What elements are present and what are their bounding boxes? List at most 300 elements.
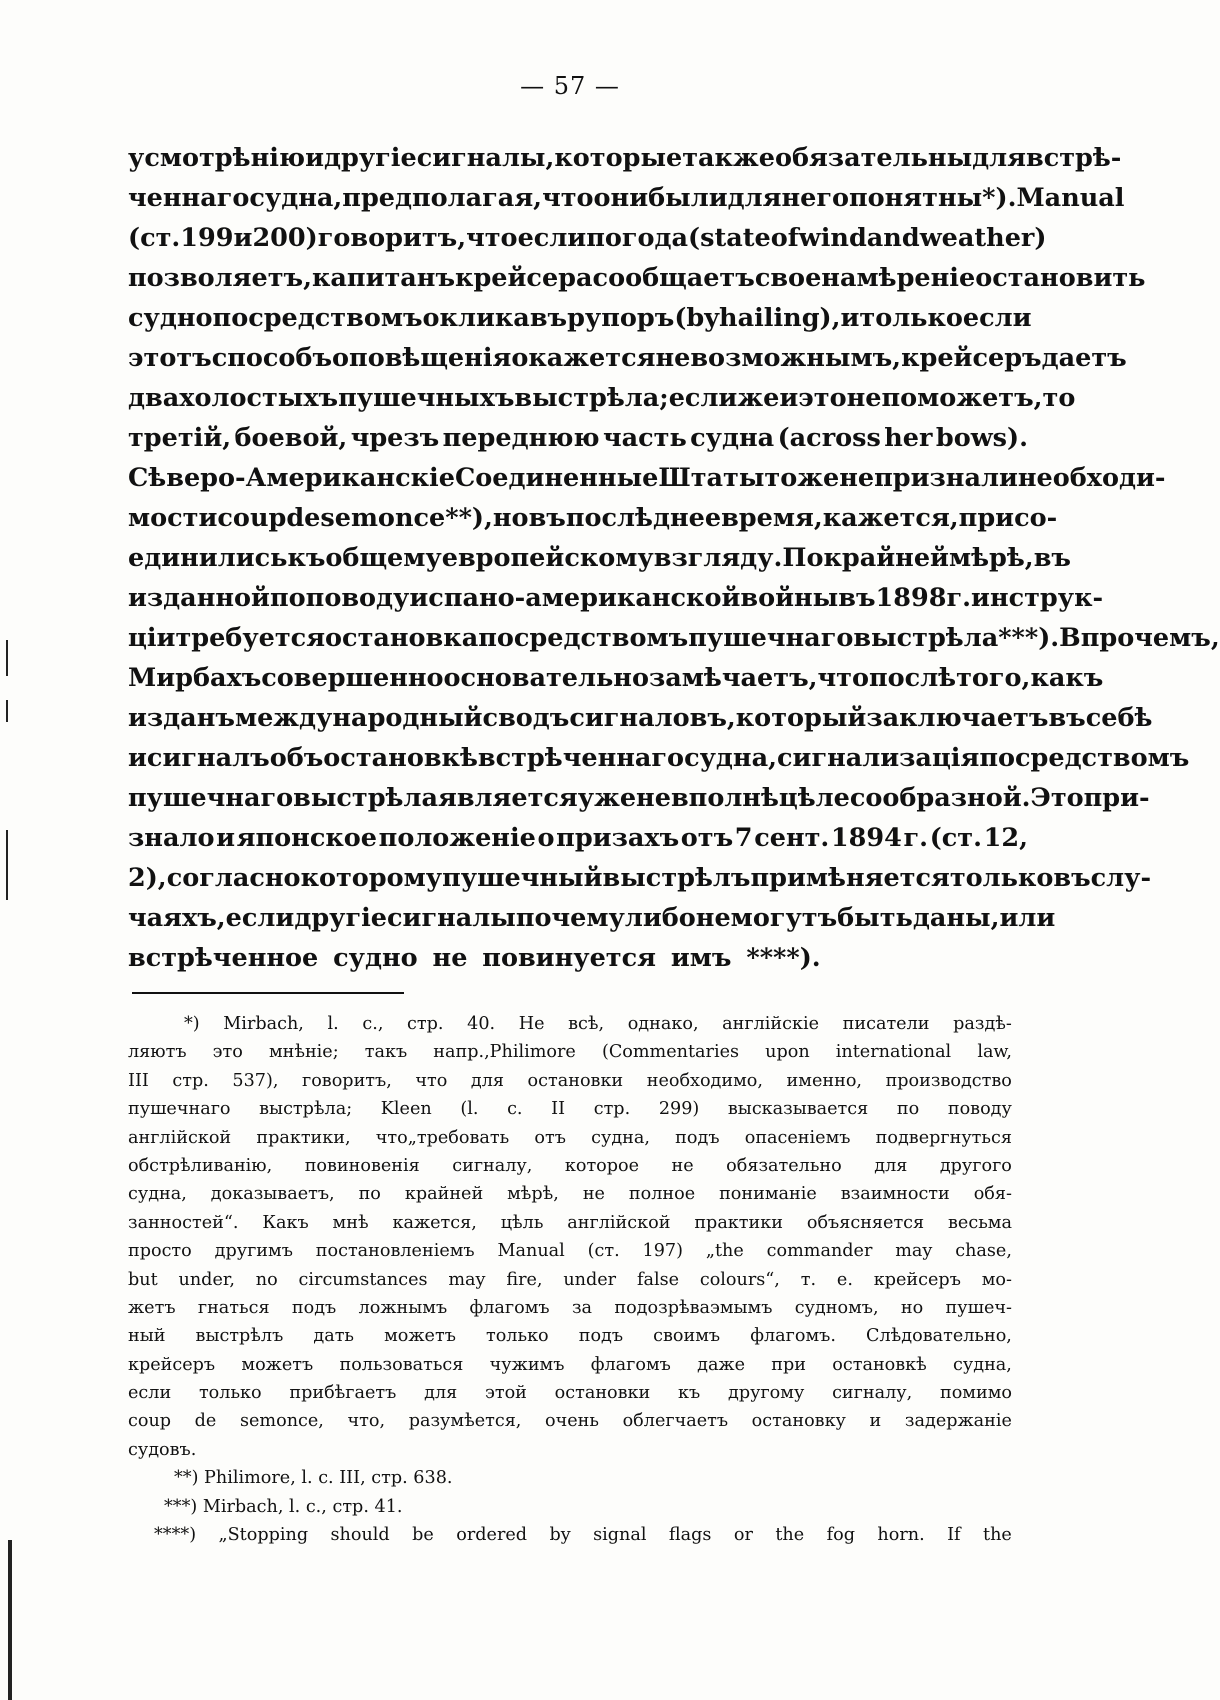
- word: знало: [128, 823, 215, 853]
- word: своимъ: [653, 1326, 721, 1347]
- word: wind: [798, 223, 867, 253]
- word: какъ: [1030, 663, 1104, 693]
- word: замѣчаетъ,: [648, 663, 818, 693]
- word: Сѣверо-Американскіе: [128, 463, 455, 493]
- word: если: [128, 1383, 172, 1404]
- word: объ: [269, 743, 324, 773]
- word: ный: [128, 1326, 166, 1347]
- word: требуется: [175, 623, 326, 653]
- word: horn.: [877, 1525, 925, 1546]
- word: по: [896, 1099, 920, 1120]
- word: изданъ: [128, 703, 235, 733]
- text-line: [128, 498, 1058, 538]
- word: присо-: [958, 503, 1058, 533]
- footnote-line: [128, 1294, 1012, 1322]
- word: выстрѣла;: [514, 383, 669, 413]
- word: рупоръ: [567, 303, 675, 333]
- word: т.: [800, 1269, 817, 1290]
- text-line: [128, 858, 1152, 898]
- word: даны,: [912, 903, 1000, 933]
- footnote-line: [128, 1124, 1012, 1152]
- word: (ст.: [929, 823, 982, 853]
- word: de: [286, 503, 321, 533]
- word: позволяетъ,: [128, 263, 312, 293]
- word: and: [866, 223, 920, 253]
- word: но: [492, 503, 529, 533]
- word: необходи-: [1017, 463, 1166, 493]
- word: по: [358, 1184, 381, 1205]
- word: should: [330, 1525, 390, 1546]
- word: что: [466, 223, 518, 253]
- word: крейсера: [455, 263, 593, 293]
- word: her: [884, 423, 933, 453]
- text-line: [128, 258, 1146, 298]
- word: По: [782, 543, 824, 573]
- word: является: [437, 783, 578, 813]
- word: обязательно: [726, 1155, 842, 1176]
- word: мнѣ: [332, 1212, 369, 1233]
- word: „the: [705, 1241, 744, 1262]
- word: сигналы: [387, 903, 516, 933]
- word: гнаться: [197, 1297, 270, 1318]
- word: которое: [564, 1155, 640, 1176]
- word: hailing),: [719, 303, 841, 333]
- word: жетъ: [128, 1297, 176, 1318]
- word: ложнымъ: [358, 1297, 448, 1318]
- word: Kleen: [380, 1099, 432, 1120]
- word: оклика: [422, 303, 530, 333]
- word: стр.: [407, 1014, 444, 1034]
- word: переднюю: [442, 423, 600, 453]
- word: coup: [217, 503, 287, 533]
- word: Это: [1030, 783, 1084, 813]
- word: почему: [515, 903, 625, 933]
- word: may: [895, 1241, 933, 1262]
- word: задержаніе: [904, 1411, 1012, 1432]
- word: or: [733, 1525, 753, 1546]
- word: если: [225, 903, 295, 933]
- word: выстрѣла;: [259, 1099, 353, 1120]
- word: остановка: [325, 623, 479, 653]
- word: flags: [668, 1525, 712, 1546]
- word: судна,: [953, 1354, 1012, 1375]
- word: судна,: [684, 743, 777, 773]
- word: кажется,: [822, 503, 959, 533]
- word: поводу: [305, 583, 410, 613]
- word: именно,: [786, 1070, 863, 1091]
- word: единились: [128, 543, 288, 573]
- word: взаимности: [840, 1184, 950, 1205]
- word: подъ: [675, 1127, 720, 1148]
- page-number: — 57 —: [520, 72, 620, 100]
- word: однако,: [627, 1014, 699, 1034]
- word: только: [198, 1383, 262, 1404]
- word: напр.,Philimore: [433, 1042, 576, 1063]
- word: писатели: [842, 1014, 930, 1034]
- word: 537),: [232, 1070, 279, 1091]
- word: подъ: [291, 1297, 337, 1318]
- word: fire,: [506, 1269, 543, 1290]
- word: the: [775, 1525, 805, 1546]
- word: англійской: [128, 1127, 232, 1148]
- scan-edge-mark: [6, 700, 8, 722]
- footnote-line: [128, 1237, 1012, 1265]
- word: что„требовать: [375, 1127, 510, 1148]
- word: Соединенные: [454, 463, 659, 493]
- word: c.,: [362, 1014, 384, 1034]
- word: chase,: [955, 1241, 1012, 1262]
- word: намѣреніе: [821, 263, 976, 293]
- word: слу-: [1090, 863, 1152, 893]
- word: поводу: [947, 1099, 1012, 1120]
- word: остановки: [554, 1383, 651, 1404]
- footnotes: [128, 1010, 1012, 1549]
- word: невозможнымъ,: [655, 343, 902, 373]
- word: практики: [694, 1212, 783, 1233]
- word: это: [798, 383, 847, 413]
- word: въ: [1033, 543, 1071, 573]
- word: доказываетъ,: [210, 1184, 335, 1205]
- word: by: [549, 1525, 571, 1546]
- word: предполагая,: [342, 183, 543, 213]
- word: не: [846, 383, 882, 413]
- text-line: [128, 578, 1104, 618]
- word: c.: [507, 1099, 523, 1120]
- word: г.: [946, 583, 972, 613]
- word: upon: [765, 1042, 810, 1063]
- word: отъ: [534, 1127, 566, 1148]
- word: испано-американской: [409, 583, 741, 613]
- word: чрезъ: [350, 423, 440, 453]
- word: къ: [287, 543, 326, 573]
- footnote-line: [128, 1322, 1012, 1350]
- word: для: [874, 1155, 908, 1176]
- word: просто: [128, 1241, 192, 1262]
- word: который: [735, 703, 867, 733]
- word: ляютъ: [128, 1042, 187, 1063]
- word: сигналъ: [146, 743, 270, 773]
- footnote-line: [128, 1379, 1012, 1407]
- word: согласно: [166, 863, 301, 893]
- word: international: [835, 1042, 952, 1063]
- word: de: [194, 1411, 217, 1432]
- word: не: [695, 903, 731, 933]
- word: ****): [154, 1525, 197, 1546]
- word: крейсеръ: [901, 343, 1042, 373]
- word: можетъ: [384, 1326, 456, 1347]
- word: сигналу,: [832, 1383, 913, 1404]
- text-line: [128, 178, 1125, 218]
- text-line: [128, 618, 1220, 658]
- word: въ: [838, 583, 876, 613]
- word: третій,: [128, 423, 232, 453]
- word: чаяхъ,: [128, 903, 226, 933]
- word: 197): [642, 1241, 683, 1262]
- word: е.: [836, 1269, 853, 1290]
- text-line: [128, 418, 1028, 458]
- word: мости: [128, 503, 218, 533]
- word: весьма: [948, 1212, 1012, 1233]
- word: цѣлесообразной.: [778, 783, 1031, 813]
- scan-edge-mark: [6, 830, 8, 900]
- word: говоритъ,: [317, 223, 467, 253]
- word: сообщаетъ: [592, 263, 755, 293]
- word: при-: [1083, 783, 1150, 813]
- word: пушеч-: [945, 1297, 1012, 1318]
- word: того,: [956, 663, 1031, 693]
- word: ***).Впрочемъ,: [998, 623, 1220, 653]
- word: пушечный: [442, 863, 603, 893]
- word: разумѣется,: [408, 1411, 522, 1432]
- word: bows).: [935, 423, 1028, 453]
- word: 12,: [983, 823, 1028, 853]
- word: сводъ: [482, 703, 570, 733]
- word: отъ: [680, 823, 734, 853]
- footnote-line: ***) Mirbach, l. c., стр. 41.: [164, 1496, 403, 1517]
- word: сент.: [754, 823, 830, 853]
- word: совершенно: [261, 663, 444, 693]
- word: Мирбахъ: [128, 663, 262, 693]
- word: fog: [826, 1525, 855, 1546]
- text-line: [128, 898, 1056, 938]
- word: крейсеръ: [128, 1354, 216, 1375]
- word: флагомъ: [469, 1297, 550, 1318]
- word: „Stopping: [218, 1525, 309, 1546]
- word: цѣль: [500, 1212, 544, 1233]
- word: въ: [528, 503, 566, 533]
- word: другому: [728, 1383, 805, 1404]
- word: under: [563, 1269, 617, 1290]
- word: 199: [180, 223, 234, 253]
- word: послѣ: [869, 663, 957, 693]
- word: даже: [697, 1354, 746, 1375]
- word: 200): [252, 223, 318, 253]
- word: Mirbach,: [223, 1014, 304, 1034]
- scan-edge-mark: [6, 640, 8, 676]
- word: false: [636, 1269, 680, 1290]
- word: способъ: [211, 343, 333, 373]
- word: которому: [300, 863, 443, 893]
- word: говоритъ,: [302, 1070, 392, 1091]
- word: 1898: [875, 583, 947, 613]
- word: обстрѣливанію,: [128, 1155, 273, 1176]
- word: необходимо,: [646, 1070, 763, 1091]
- word: судна,: [249, 183, 343, 213]
- word: 299): [658, 1099, 700, 1120]
- word: для: [424, 1383, 458, 1404]
- footnote-line: [128, 1180, 1012, 1208]
- word: (by: [674, 303, 720, 333]
- word: капитанъ: [311, 263, 456, 293]
- word: no: [255, 1269, 278, 1290]
- word: только: [859, 303, 963, 333]
- word: остановкѣ: [323, 743, 478, 773]
- word: не: [636, 783, 671, 813]
- word: очень: [545, 1411, 599, 1432]
- word: облегчаетъ: [622, 1411, 729, 1432]
- word: пушечнаго: [128, 783, 294, 813]
- word: флагомъ: [590, 1354, 671, 1375]
- word: но: [900, 1297, 924, 1318]
- word: г.: [903, 823, 929, 853]
- text-line: [128, 538, 1071, 578]
- word: сигнализація: [777, 743, 980, 773]
- word: два: [128, 383, 180, 413]
- word: по: [269, 583, 306, 613]
- word: свое: [754, 263, 822, 293]
- word: law,: [977, 1042, 1012, 1063]
- word: раздѣ-: [953, 1014, 1012, 1034]
- word: были: [648, 183, 728, 213]
- word: за: [571, 1297, 593, 1318]
- word: оповѣщенія: [332, 343, 512, 373]
- word: стр.: [593, 1099, 631, 1120]
- text-line: [128, 138, 1122, 178]
- word: выстрѣла: [293, 783, 438, 813]
- word: мо-: [981, 1269, 1012, 1290]
- word: ченнаго: [128, 183, 250, 213]
- word: повиновенія: [304, 1155, 420, 1176]
- word: semonce: [320, 503, 446, 533]
- word: вполнѣ: [670, 783, 779, 813]
- word: холостыхъ: [179, 383, 339, 413]
- word: если: [962, 303, 1032, 333]
- word: то: [1042, 383, 1076, 413]
- footnote-divider: [132, 992, 404, 994]
- word: посредствомъ: [478, 623, 689, 653]
- word: заключаетъ: [866, 703, 1049, 733]
- word: сигналу,: [452, 1155, 533, 1176]
- word: окажется: [511, 343, 656, 373]
- text-line: [128, 218, 1047, 258]
- word: погода: [586, 223, 689, 253]
- word: что: [542, 183, 594, 213]
- word: только: [949, 863, 1054, 893]
- word: въ: [1053, 863, 1091, 893]
- word: мѣрѣ,: [948, 543, 1034, 573]
- word: остановкѣ: [832, 1354, 927, 1375]
- word: основательно: [443, 663, 649, 693]
- text-line: [128, 818, 1028, 858]
- word: прибѣгаетъ: [289, 1383, 397, 1404]
- word: и: [216, 823, 236, 853]
- word: для: [470, 1070, 504, 1091]
- word: не: [582, 1184, 605, 1205]
- word: войны: [740, 583, 839, 613]
- word: обя-: [973, 1184, 1012, 1205]
- word: взгляду.: [653, 543, 783, 573]
- word: подозрѣваэмымъ: [614, 1297, 773, 1318]
- text-line: [128, 738, 1190, 778]
- word: стр.: [172, 1070, 209, 1091]
- footnote-line: [128, 1521, 1012, 1549]
- word: занностей“.: [128, 1212, 239, 1233]
- word: другіе: [294, 903, 388, 933]
- footnote-line: [128, 1266, 1012, 1294]
- word: могутъ: [730, 903, 838, 933]
- word: мѣрѣ,: [507, 1184, 559, 1205]
- word: пушечныхъ: [338, 383, 515, 413]
- word: выстрѣла: [853, 623, 999, 653]
- word: полное: [628, 1184, 696, 1205]
- word: подвергнуться: [875, 1127, 1012, 1148]
- footnote-line: [128, 1152, 1012, 1180]
- word: часть: [602, 423, 687, 453]
- word: можетъ: [241, 1354, 314, 1375]
- word: остановить: [975, 263, 1146, 293]
- word: (Commentaries: [601, 1042, 740, 1063]
- word: при: [771, 1354, 807, 1375]
- word: Слѣдовательно,: [866, 1326, 1012, 1347]
- word: въ: [529, 303, 568, 333]
- word: судна,: [591, 1127, 650, 1148]
- word: пользоваться: [339, 1354, 464, 1375]
- word: если: [517, 223, 587, 253]
- word: опасеніемъ: [744, 1127, 851, 1148]
- word: but: [128, 1269, 158, 1290]
- word: всѣ,: [568, 1014, 605, 1034]
- word: другіе: [324, 143, 417, 173]
- word: крайней: [404, 1184, 484, 1205]
- word: и: [840, 303, 860, 333]
- word: или: [999, 903, 1056, 933]
- footnote-line: [128, 1067, 1012, 1095]
- word: signal: [593, 1525, 647, 1546]
- word: примѣняется: [750, 863, 950, 893]
- text-line: [128, 378, 1076, 418]
- word: они: [593, 183, 649, 213]
- footnote-line: [128, 1010, 1012, 1038]
- word: be: [412, 1525, 434, 1546]
- word: другимъ: [214, 1241, 293, 1262]
- footnote-line: [128, 1407, 1012, 1435]
- word: остановки: [527, 1070, 624, 1091]
- word: себѣ: [1085, 703, 1153, 733]
- word: европейскому: [441, 543, 654, 573]
- footnote-line: судовъ.: [128, 1439, 197, 1460]
- word: l.: [327, 1014, 339, 1034]
- word: что,: [347, 1411, 386, 1432]
- word: сигналовъ,: [569, 703, 736, 733]
- text-line: [128, 658, 1104, 698]
- word: для: [972, 143, 1026, 173]
- word: поможетъ,: [881, 383, 1043, 413]
- word: если: [668, 383, 738, 413]
- word: 7: [734, 823, 753, 853]
- word: мнѣніе;: [268, 1042, 339, 1063]
- word: *): [184, 1014, 200, 1034]
- word: этой: [484, 1383, 527, 1404]
- word: къ: [678, 1383, 701, 1404]
- word: пушечнаго: [688, 623, 854, 653]
- word: общему: [325, 543, 442, 573]
- word: инструк-: [971, 583, 1104, 613]
- word: (ст.: [128, 223, 181, 253]
- word: **),: [445, 503, 493, 533]
- word: даетъ: [1041, 343, 1127, 373]
- word: судно: [128, 303, 213, 333]
- word: о: [537, 823, 555, 853]
- word: и: [233, 223, 253, 253]
- text-line: [128, 698, 1153, 738]
- word: Штаты: [658, 463, 765, 493]
- word: крейсеръ: [873, 1269, 961, 1290]
- word: же: [737, 383, 780, 413]
- word: Manual: [1016, 183, 1125, 213]
- word: либо: [624, 903, 696, 933]
- footnote-line: **) Philimore, l. c. III, стр. 638.: [174, 1468, 453, 1489]
- word: только: [485, 1326, 549, 1347]
